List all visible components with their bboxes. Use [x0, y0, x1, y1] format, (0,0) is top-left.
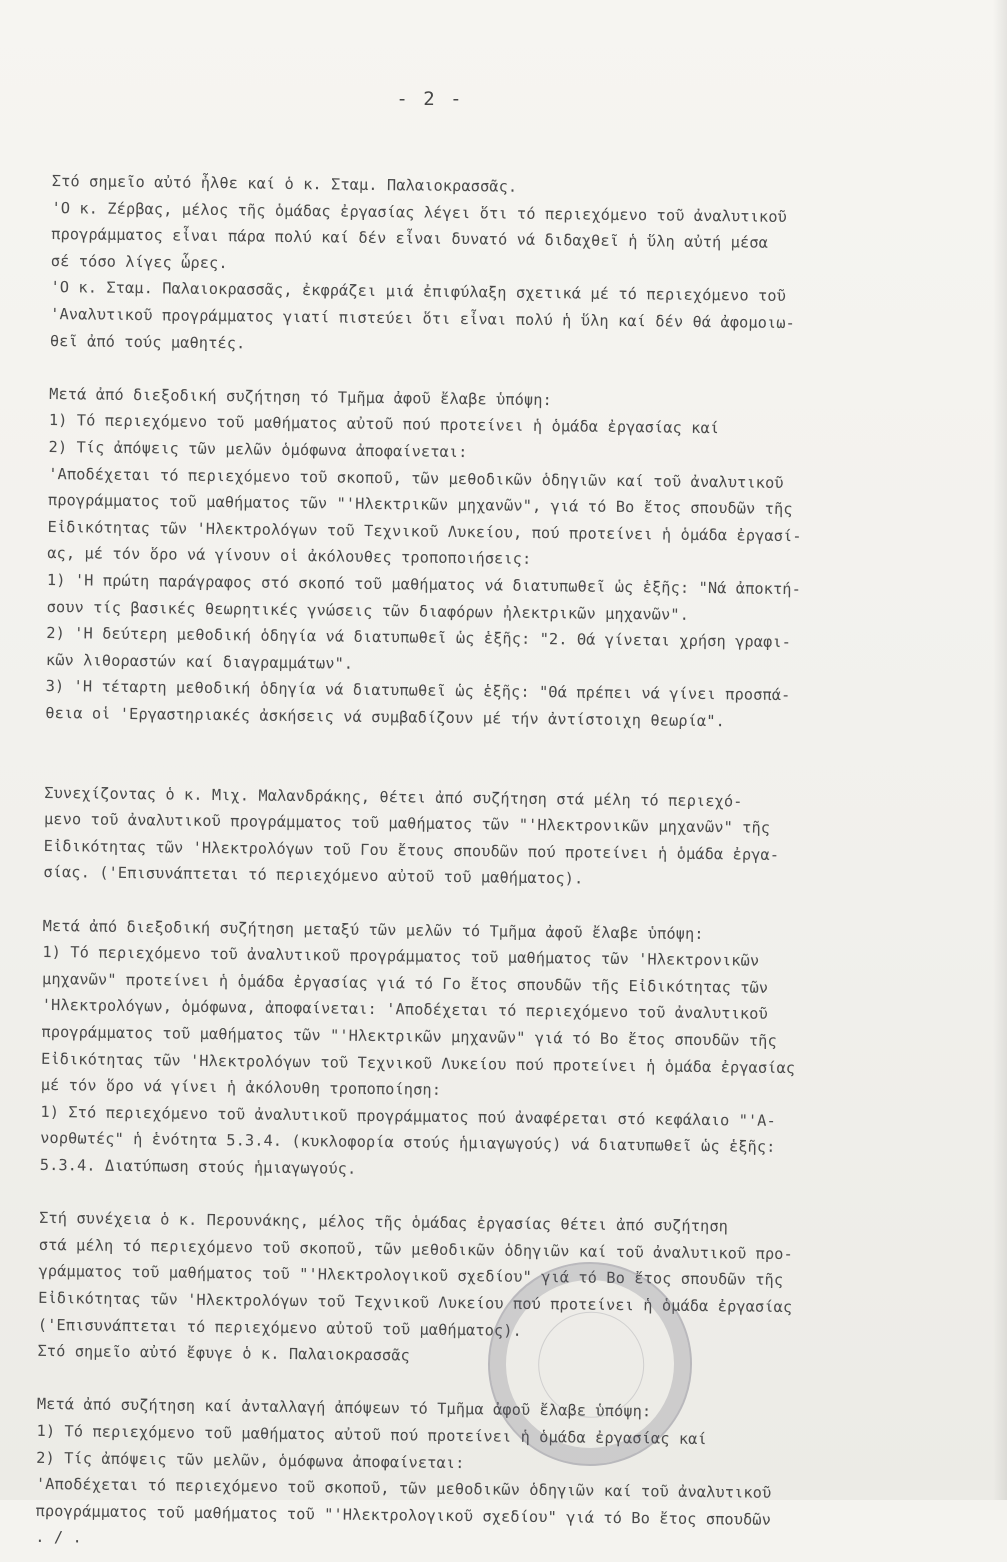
page-number: - 2 - [396, 88, 464, 110]
text-line: Εἰδικότητας τῶν 'Ηλεκτρολόγων τοῦ Γου ἔτους σπουδῶν πού προτείνει ἡ ὁμάδα ἐργα- [43, 836, 780, 864]
text-line: μηχανῶν" προτείνει ἡ ὁμάδα ἐργασίας γιά τό Γο ἔτος σπουδῶν τῆς Εἰδικότητας τῶν [41, 969, 769, 997]
text-line: 1) Στό περιεχόμενο τοῦ ἀναλυτικοῦ προγράμματος πού ἀναφέρεται στό κεφάλαιο "'Α- [40, 1102, 776, 1130]
text-line: νορθωτές" ἡ ἑνότητα 5.3.4. (κυκλοφορία στούς ἡμιαγωγούς) νά διατυπωθεῖ ὡς ἑξῆς: [40, 1129, 776, 1157]
text-line: 1) Τό περιεχόμενο τοῦ μαθήματος αὐτοῦ πού προτείνει ἡ ὁμάδα ἐργασίας καί [36, 1421, 707, 1449]
text-line: Στό σημεῖο αὐτό ἦλθε καί ὁ κ. Σταμ. Παλαιοκρασσᾶς. [51, 171, 518, 196]
text-line: Στό σημεῖο αὐτό ἔφυγε ὁ κ. Παλαιοκρασσᾶς [37, 1342, 411, 1365]
text-line: 1) Τό περιεχόμενο τοῦ ἀναλυτικοῦ προγράμματος τοῦ μαθήματος τῶν 'Ηλεκτρονικῶν [42, 943, 760, 970]
text-line: προγράμματος τοῦ μαθήματος τοῦ "'Ηλεκτρολογικοῦ σχεδίου" γιά τό Βο ἔτος σπουδῶν [35, 1501, 772, 1529]
text-line: μέ τόν ὅρο νά γίνει ἡ ἀκόλουθη τροποποίηση: [40, 1076, 442, 1100]
text-line: 'Αναλυτικοῦ προγράμματος γιατί πιστεύει ὅτι εἶναι πολύ ἡ ὕλη καί δέν θά ἀφομοιω- [50, 304, 796, 333]
text-line: 'Αποδέχεται τό περιεχόμενο τοῦ σκοποῦ, τῶν μεθοδικῶν ὁδηγιῶν καί τοῦ ἀναλυτικοῦ [35, 1474, 772, 1502]
text-line: θεῖ ἀπό τούς μαθητές. [49, 331, 246, 352]
page-edge-shadow [993, 0, 1007, 1500]
text-line: κῶν λιθοραστών καί διαγραμμάτων". [45, 650, 354, 673]
text-line: προγράμματος τοῦ μαθήματος τῶν "'Ηλεκτρικῶν μηχανῶν", γιά τό Βο ἔτος σπουδῶν τῆς [47, 491, 793, 519]
text-line: 2) 'Η δεύτερη μεθοδική ὁδηγία νά διατυπωθεῖ ὡς ἑξῆς: "2. Θά γίνεται χρήση γραφι- [46, 624, 792, 652]
text-line: 5.3.4. Διατύπωση στούς ἡμιαγωγούς. [39, 1155, 357, 1178]
text-line: στά μέλη τό περιεχόμενο τοῦ σκοποῦ, τῶν μεθοδικῶν ὁδηγιῶν καί τοῦ ἀναλυτικοῦ προ- [38, 1235, 793, 1263]
text-line: Συνεχίζοντας ὁ κ. Μιχ. Μαλανδράκης, θέτει ἀπό συζήτηση στά μέλη τό περιεχό- [44, 783, 743, 811]
text-line: 1) 'Η πρώτη παράγραφος στό σκοπό τοῦ μαθήματος νά διατυπωθεῖ ὡς ἑξῆς: "Νά ἀποκτή- [46, 570, 802, 599]
text-line: 2) Τίς ἀπόψεις τῶν μελῶν ὁμόφωνα ἀποφαίνεται: [48, 437, 468, 462]
text-line: 2) Τίς ἀπόψεις τῶν μελῶν, ὁμόφωνα ἀποφαίνεται: [36, 1448, 465, 1472]
text-line: Μετά ἀπό διεξοδική συζήτηση τό Τμῆμα ἀφοῦ ἔλαβε ὑπόψη: [49, 384, 553, 409]
text-line: 'Ηλεκτρολόγων, ὁμόφωνα, ἀποφαίνεται: 'Αποδέχεται τό περιεχόμενο τοῦ ἀναλυτικοῦ [41, 996, 768, 1024]
text-line: γράμματος τοῦ μαθήματος τοῦ "'Ηλεκτρολογικοῦ σχεδίου" γιά τό Βο ἔτος σπουδῶν τῆς [38, 1262, 784, 1290]
text-line: σίας. ('Επισυνάπτεται τό περιεχόμενο αὐτοῦ τοῦ μαθήματος). [43, 863, 584, 888]
text-line: ας, μέ τόν ὅρο νά γίνουν οἱ ἀκόλουθες τροποποιήσεις: [47, 544, 532, 569]
text-line: 'Αποδέχεται τό περιεχόμενο τοῦ σκοποῦ, τῶν μεθοδικῶν ὁδηγιῶν καί τοῦ ἀναλυτικοῦ [48, 464, 784, 492]
text-line: . / . [35, 1528, 82, 1547]
text-line: Μετά ἀπό διεξοδική συζήτηση μεταξύ τῶν μελῶν τό Τμῆμα ἀφοῦ ἔλαβε ὑπόψη: [42, 916, 704, 943]
text-line: ('Επισυνάπτεται τό περιεχόμενο αὐτοῦ τοῦ μαθήματος). [37, 1315, 523, 1340]
text-line: Εἰδικότητας τῶν 'Ηλεκτρολόγων τοῦ Τεχνικοῦ Λυκείου πού προτείνει ἡ ὁμάδα ἐργασίας [41, 1049, 796, 1077]
text-line: προγράμματος τοῦ μαθήματος τῶν "'Ηλεκτρικῶν μηχανῶν" γιά τό Βο ἔτος σπουδῶν τῆς [41, 1022, 777, 1050]
text-line: Εἰδικότητας τῶν 'Ηλεκτρολόγων τοῦ Τεχνικοῦ Λυκείου, πού προτείνει ἡ ὁμάδα ἐργασί- [47, 517, 802, 545]
text-line: Μετά ἀπό συζήτηση καί ἀνταλλαγή ἀπόψεων τό Τμῆμα ἀφοῦ ἔλαβε ὑπόψη: [36, 1395, 652, 1421]
text-line: σέ τόσο λίγες ὧρες. [50, 251, 228, 272]
text-line: Στή συνέχεια ὁ κ. Περουνάκης, μέλος τῆς ὁμάδας ἐργασίας θέτει ἀπό συζήτηση [39, 1209, 729, 1236]
text-line: 3) 'Η τέταρτη μεθοδική ὁδηγία νά διατυπωθεῖ ὡς ἑξῆς: "Θά πρέπει νά γίνει προσπά- [45, 677, 791, 705]
text-line: προγράμματος εἶναι πάρα πολύ καί δέν εἶναι δυνατό νά διδαχθεῖ ἡ ὕλη αὐτή μέσα [51, 225, 769, 252]
text-line: 1) Τό περιεχόμενο τοῦ μαθήματος αὐτοῦ πού προτείνει ἡ ὁμάδα ἐργασίας καί [48, 411, 720, 438]
text-line: σουν τίς βασικές θεωρητικές γνώσεις τῶν διαφόρων ἠλεκτρικῶν μηχανῶν". [46, 597, 690, 624]
text-line: μενο τοῦ ἀναλυτικοῦ προγράμματος τοῦ μαθήματος τῶν "'Ηλεκτρονικῶν μηχανῶν" τῆς [43, 810, 771, 838]
stamp-inner-ring [528, 1302, 654, 1428]
text-line: Εἰδικότητας τῶν 'Ηλεκτρολόγων τοῦ Τεχνικοῦ Λυκείου πού προτείνει ἡ ὁμάδα ἐργασίας [38, 1288, 793, 1317]
text-line: θεια οἱ 'Εργαστηριακές ἀσκήσεις νά συμβαδίζουν μέ τήν ἀντίστοιχη θεωρία". [45, 703, 725, 731]
text-line: 'Ο κ. Σταμ. Παλαιοκρασσᾶς, ἐκφράζει μιά ἐπιφύλαξη σχετικά μέ τό περιεχόμενο τοῦ [50, 278, 787, 306]
text-line: 'Ο κ. Ζέρβας, μέλος τῆς ὁμάδας ἐργασίας λέγει ὅτι τό περιεχόμενο τοῦ ἀναλυτικοῦ [51, 198, 788, 226]
